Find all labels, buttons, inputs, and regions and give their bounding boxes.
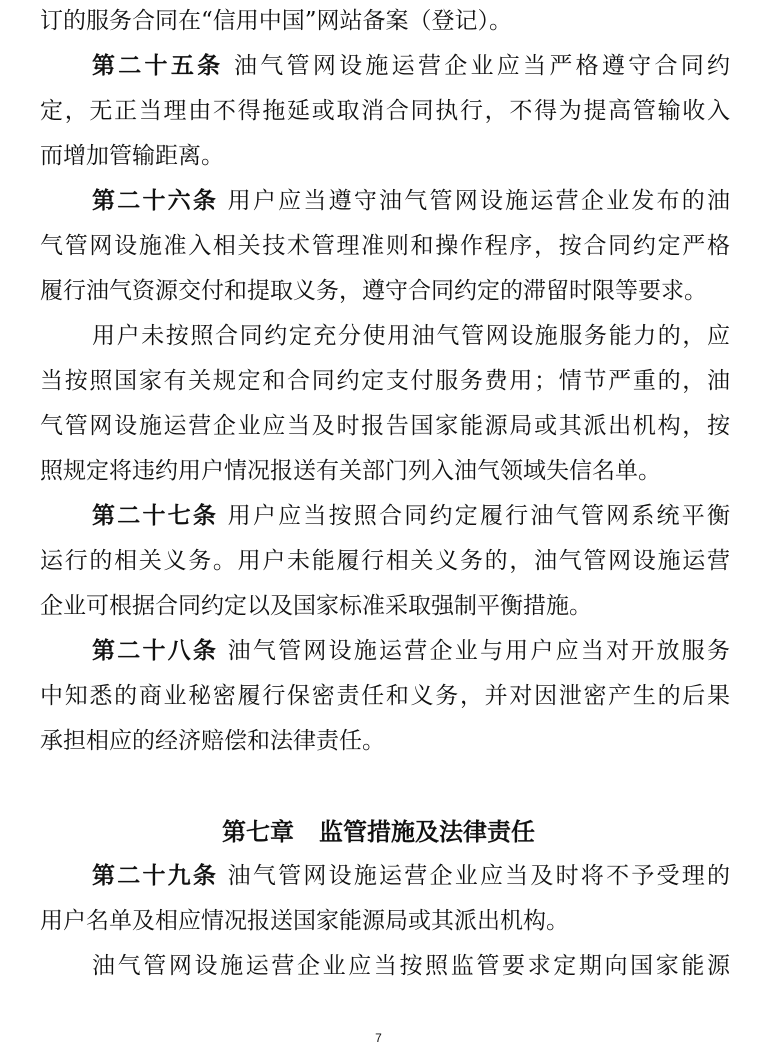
paragraph-line <box>92 946 730 986</box>
line-text: 气管网设施运营企业应当及时报告国家能源局或其派出机构，按 <box>40 413 730 439</box>
paragraph-line <box>40 361 730 401</box>
paragraph-line <box>40 541 730 581</box>
line-text: 订的服务合同在“信用中国”网站备案（登记）。 <box>40 8 513 34</box>
line-text: 中知悉的商业秘密履行保密责任和义务，并对因泄密产生的后果 <box>40 683 730 709</box>
paragraph-line <box>40 91 730 131</box>
line-text: 油气管网设施运营企业应当严格遵守合同约 <box>223 53 731 79</box>
line-text: 用户应当按照合同约定履行油气管网系统平衡 <box>218 503 731 529</box>
line-text: 油气管网设施运营企业与用户应当对开放服务 <box>218 638 731 664</box>
article-26-heading-line <box>92 181 730 221</box>
line-text: 气管网设施准入相关技术管理准则和操作程序，按合同约定严格 <box>40 233 730 259</box>
page-number: 7 <box>375 1031 382 1045</box>
paragraph-line <box>40 451 730 491</box>
paragraph-line <box>40 1 730 41</box>
line-text: 用户未按照合同约定充分使用油气管网设施服务能力的，应 <box>92 323 730 349</box>
line-text: 履行油气资源交付和提取义务，遵守合同约定的滞留时限等要求。 <box>40 278 707 304</box>
article-27-heading-line <box>92 496 730 536</box>
article-number: 第二十八条 <box>92 638 219 664</box>
article-28-heading-line <box>92 631 730 671</box>
article-number: 第二十七条 <box>92 503 219 529</box>
article-number: 第二十九条 <box>92 863 219 889</box>
line-text: 用户应当遵守油气管网设施运营企业发布的油 <box>218 188 731 214</box>
paragraph-line <box>40 406 730 446</box>
paragraph-line <box>40 901 730 941</box>
line-text: 承担相应的经济赔偿和法律责任。 <box>40 728 385 754</box>
line-text: 用户名单及相应情况报送国家能源局或其派出机构。 <box>40 908 569 934</box>
paragraph-line <box>92 316 730 356</box>
paragraph-line <box>40 136 730 176</box>
line-text: 当按照国家有关规定和合同约定支付服务费用；情节严重的，油 <box>40 368 730 394</box>
paragraph-line <box>40 226 730 266</box>
line-text: 而增加管输距离。 <box>40 143 224 169</box>
paragraph-line <box>40 676 730 716</box>
line-text: 定，无正当理由不得拖延或取消合同执行，不得为提高管输收入 <box>40 98 730 124</box>
line-text: 运行的相关义务。用户未能履行相关义务的，油气管网设施运营 <box>40 548 730 574</box>
line-text: 油气管网设施运营企业应当按照监管要求定期向国家能源 <box>92 953 730 979</box>
line-text: 油气管网设施运营企业应当及时将不予受理的 <box>218 863 731 889</box>
article-29-heading-line <box>92 856 730 896</box>
paragraph-line <box>40 721 730 761</box>
paragraph-line <box>40 271 730 311</box>
article-25-heading-line <box>92 46 730 86</box>
line-text: 企业可根据合同约定以及国家标准采取强制平衡措施。 <box>40 593 592 619</box>
article-number: 第二十六条 <box>92 188 219 214</box>
paragraph-line <box>40 586 730 626</box>
chapter-title: 第七章 监管措施及法律责任 <box>221 818 536 846</box>
line-text: 照规定将违约用户情况报送有关部门列入油气领域失信名单。 <box>40 458 661 484</box>
article-number: 第二十五条 <box>92 53 224 79</box>
